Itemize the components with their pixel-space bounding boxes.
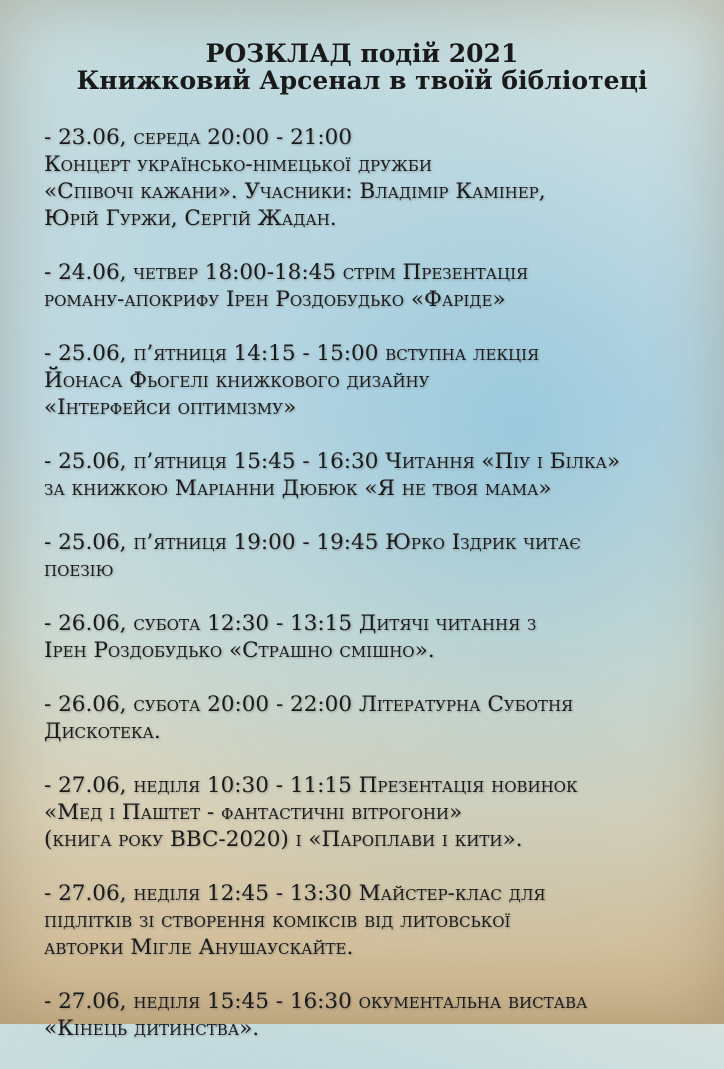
page-title: РОЗКЛАД подій 2021	[205, 39, 519, 68]
event-item	[44, 448, 704, 502]
event-text-line: - 25.06, п’ятниця 14:15 - 15:00 вступна лекція	[44, 341, 540, 366]
event-item	[44, 529, 704, 583]
event-text-line: - 24.06, четвер 18:00-18:45 стрім Презентація	[44, 260, 529, 285]
event-item	[44, 691, 704, 745]
event-text-line: роману-апокрифу Ірен Роздобудько «Фаріде»	[44, 287, 506, 312]
event-text-line: Йонаса Фьогелі книжкового дизайну	[44, 368, 430, 393]
page-subtitle: Книжковий Арсенал в твоїй бібліотеці	[76, 66, 648, 95]
event-text-line: - 26.06, субота 20:00 - 22:00 Літературна Суботня	[44, 692, 574, 717]
event-text-line: - 27.06, неділя 10:30 - 11:15 Презентація новинок	[44, 773, 578, 798]
event-item	[44, 880, 704, 961]
event-text-line: - 25.06, п’ятниця 19:00 - 19:45 Юрко Іздрик читає	[44, 530, 581, 555]
event-text-line: «Мед і Паштет - фантастичні вітрогони»	[44, 800, 463, 825]
event-text-line: за книжкою Маріанни Дюбюк «Я не твоя мама»	[44, 476, 552, 501]
event-text-line: Концерт українсько-німецької дружби	[44, 152, 432, 177]
event-text-line: - 23.06, середа 20:00 - 21:00	[44, 125, 353, 150]
event-text-line: підлітків зі створення коміксів від литовської	[44, 908, 511, 933]
page-header	[0, 40, 724, 94]
event-text-line: Ірен Роздобудько «Страшно смішно».	[44, 638, 435, 663]
event-text-line: Дискотека.	[44, 719, 161, 744]
event-text-line: (книга року BBC-2020) і «Пароплави і кити».	[44, 827, 523, 852]
event-text-line: - 25.06, п’ятниця 15:45 - 16:30 Читання «Піу і Білка»	[44, 449, 621, 474]
event-item	[44, 772, 704, 853]
event-item	[44, 340, 704, 421]
event-text-line: «Інтерфейси оптимізму»	[44, 395, 297, 420]
event-text-line: Юрій Гуржи, Сергій Жадан.	[44, 206, 337, 231]
event-text-line: поезію	[44, 557, 114, 582]
event-item	[44, 259, 704, 313]
event-text-line: - 27.06, неділя 15:45 - 16:30 окументальна вистава	[44, 989, 588, 1014]
event-text-line: авторки Мігле Анушаускайте.	[44, 935, 354, 960]
event-item	[44, 124, 704, 232]
event-text-line: - 26.06, субота 12:30 - 13:15 Дитячі читання з	[44, 611, 537, 636]
event-text-line: «Кінець дитинства».	[44, 1016, 260, 1041]
event-text-line: «Співочі кажани». Учасники: Владімір Камінер,	[44, 179, 546, 204]
event-text-line: - 27.06, неділя 12:45 - 13:30 Майстер-клас для	[44, 881, 546, 906]
event-schedule-list	[44, 124, 704, 1069]
event-item	[44, 988, 704, 1042]
event-item	[44, 610, 704, 664]
